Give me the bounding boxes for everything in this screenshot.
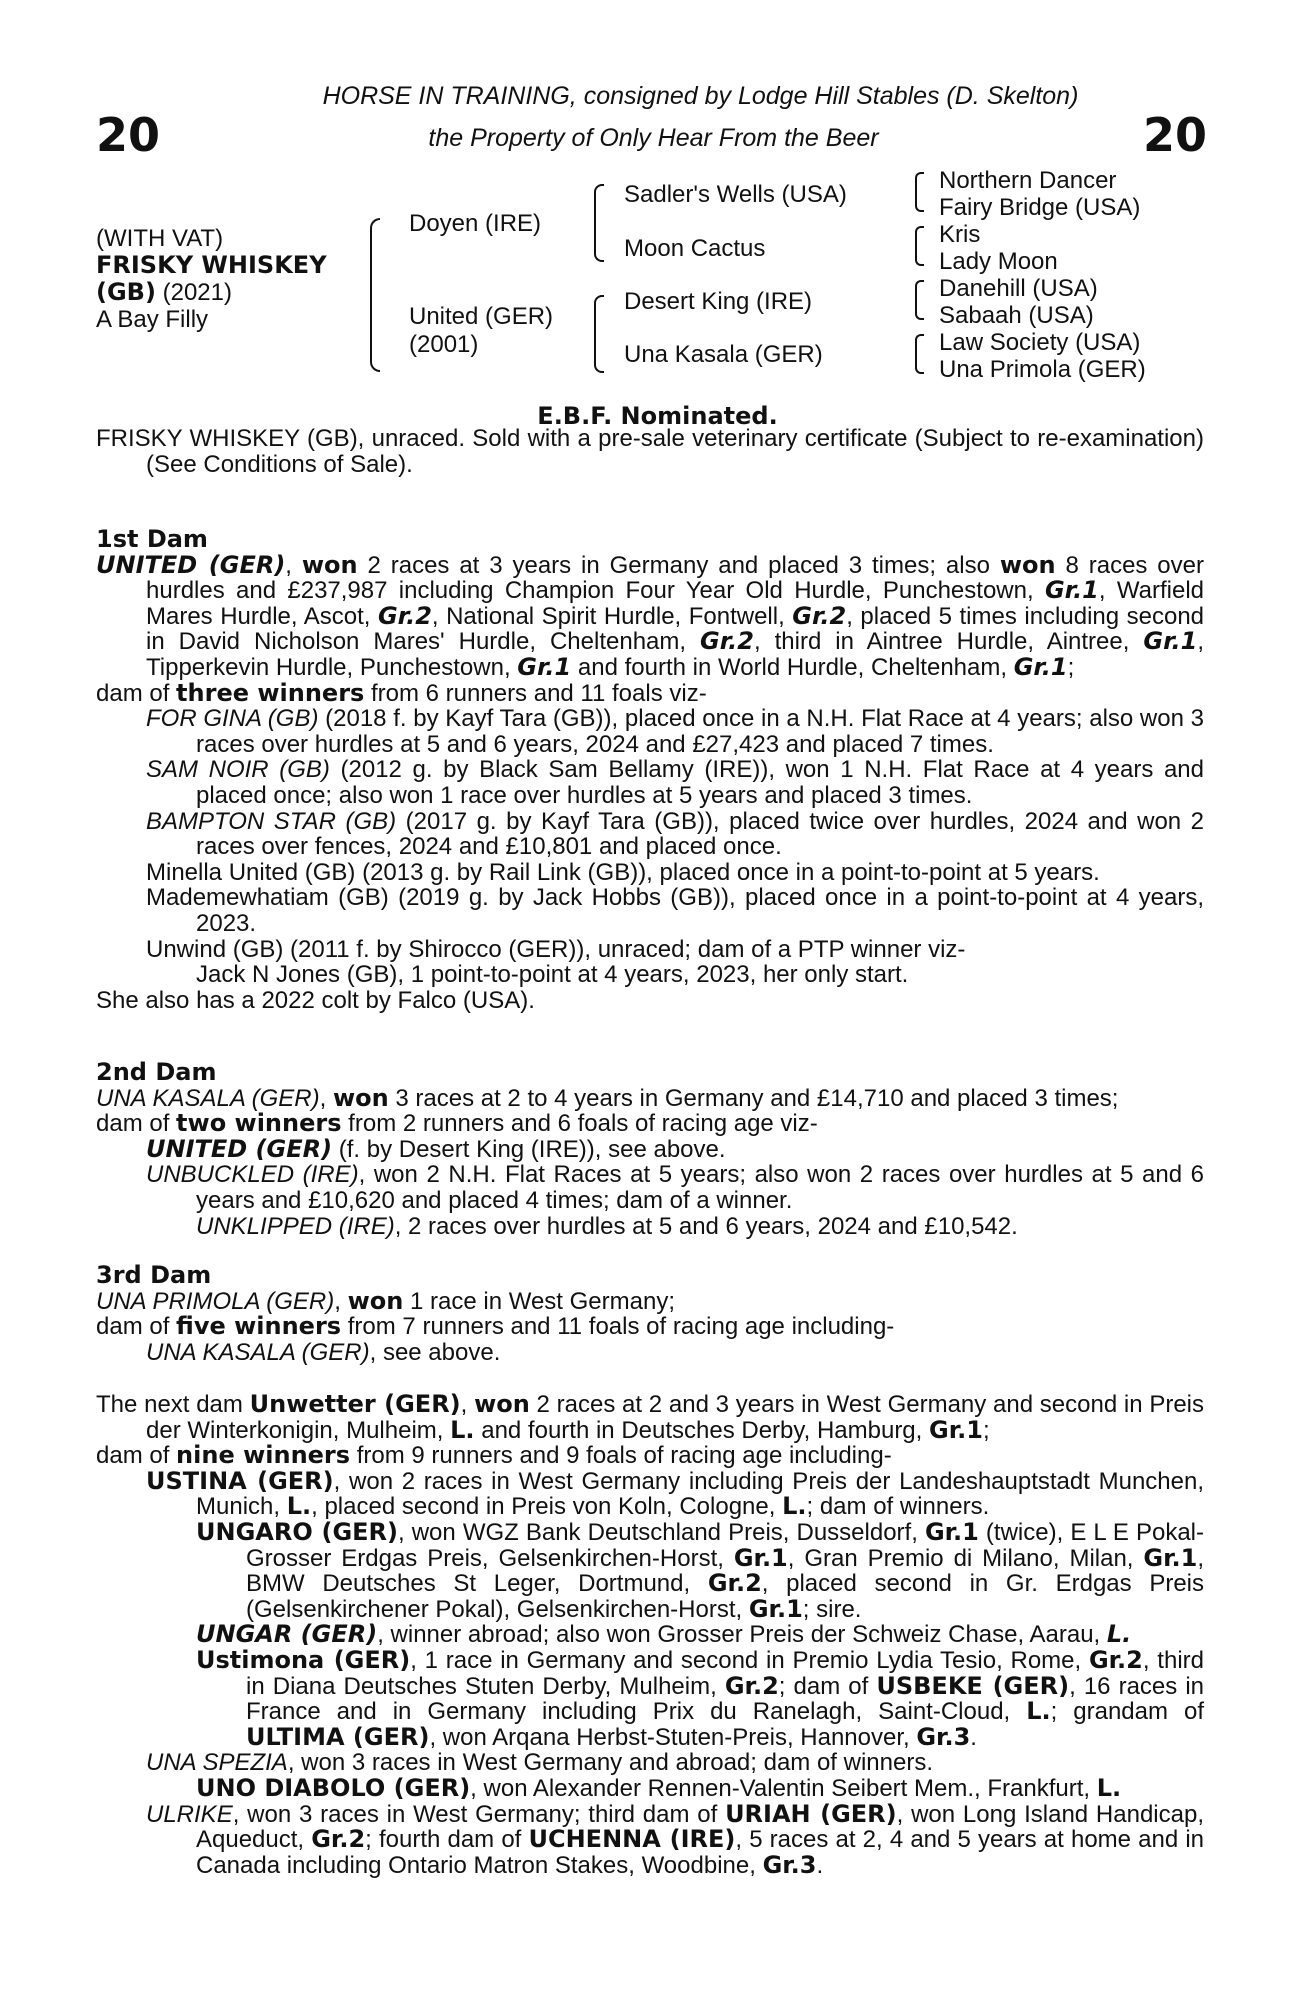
ebf-nominated: E.B.F. Nominated. [537, 402, 778, 430]
produce-mademewhatiam: Mademewhatiam (GB) (2019 g. by Jack Hobbs (GB)), placed once in a point-to-point at 4 years, 2023. [146, 884, 1204, 937]
gen4-8: Una Primola (GER) [939, 356, 1146, 383]
property-line: the Property of Only Hear From the Beer [428, 124, 879, 152]
produce-una-spezia: UNA SPEZIA, won 3 races in West Germany and abroad; dam of winners. [146, 1749, 934, 1777]
intro-paragraph [96, 426, 1204, 477]
first-dam-produce-summary: dam of three winners from 6 runners and 11 foals viz- [96, 678, 707, 707]
next-dam-record: The next dam Unwetter (GER), won 2 races at 2 and 3 years in West Germany and second in Preis der Winterkonigin, Mulheim, L. and fourth in Deutsches Derby, Hamburg, Gr.1; [96, 1390, 1204, 1444]
second-dam-record: UNA KASALA (GER), won 3 races at 2 to 4 years in Germany and £14,710 and placed 3 times; [96, 1083, 1119, 1112]
next-dam-section [96, 1392, 1204, 1878]
gen4-4: Lady Moon [939, 248, 1058, 275]
second-dam-produce-summary: dam of two winners from 2 runners and 6 foals of racing age viz- [96, 1109, 818, 1138]
gen4-5: Danehill (USA) [939, 275, 1098, 302]
second-dam-section [96, 1060, 1204, 1239]
gen4-brace-1 [915, 172, 924, 212]
lot-number-right: 20 [1143, 108, 1208, 162]
gen3-dam-dam: Una Kasala (GER) [624, 341, 823, 368]
produce-sam-noir: SAM NOIR (GB) (2012 g. by Black Sam Bellamy (IRE)), won 1 N.H. Flat Race at 4 years and placed once; also won 1 race over hurdles at 5 years and placed 3 times. [146, 756, 1205, 809]
produce-una-kasala: UNA KASALA (GER), see above. [146, 1338, 501, 1366]
produce-united: UNITED (GER) (f. by Desert King (IRE)), see above. [146, 1134, 726, 1163]
produce-bampton-star: BAMPTON STAR (GB) (2017 g. by Kayf Tara (GB)), placed twice over hurdles, 2024 and won 2 races over fences, 2024 and £10,801 and placed once. [146, 807, 1205, 861]
produce-unwind: Unwind (GB) (2011 f. by Shirocco (GER)), unraced; dam of a PTP winner viz- [146, 935, 966, 963]
gen4-brace-3 [915, 280, 924, 320]
gen4-1: Northern Dancer [939, 167, 1117, 194]
intro-text: FRISKY WHISKEY (GB), unraced. Sold with a pre-sale veterinary certificate (Subject to re-examination) (See Conditions of Sale). [96, 425, 1204, 478]
horse-block [96, 225, 327, 333]
dam-year: (2001) [409, 331, 479, 358]
produce-ulrike: ULRIKE, won 3 races in West Germany; third dam of URIAH (GER), won Long Island Handicap, Aqueduct, Gr.2; fourth dam of UCHENNA (IRE), 5 races at 2, 4 and 5 years at home and in Canada including Ontario Matron Stakes, Woodbine, Gr.3. [146, 1799, 1205, 1879]
gen4-7: Law Society (USA) [939, 329, 1141, 356]
gen4-2: Fairy Bridge (USA) [939, 194, 1141, 221]
produce-ustimona: Ustimona (GER), 1 race in Germany and second in Premio Lydia Tesio, Rome, Gr.2, third in Diana Deutsches Stuten Derby, Mulheim, Gr.2; dam of USBEKE (GER), 16 races in France and in Germany including Prix du Ranelagh, Saint-Cloud, L.; grandam of ULTIMA (GER), won Arqana Herbst-Stuten-Preis, Hannover, Gr.3. [196, 1645, 1205, 1751]
horse-country: (GB) [96, 278, 156, 306]
third-dam-record: UNA PRIMOLA (GER), won 1 race in West Germany; [96, 1286, 675, 1315]
gen4-list [939, 167, 1146, 383]
next-dam-produce-summary: dam of nine winners from 9 runners and 9 foals of racing age including- [96, 1441, 892, 1470]
produce-unklipped: UNKLIPPED (IRE), 2 races over hurdles at 5 and 6 years, 2024 and £10,542. [196, 1212, 1018, 1240]
sire-name: Doyen (IRE) [409, 210, 542, 237]
produce-ungaro: UNGARO (GER), won WGZ Bank Deutschland Preis, Dusseldorf, Gr.1 (twice), E L E Pokal-Grosser Erdgas Preis, Gelsenkirchen-Horst, Gr.1, Gran Premio di Milano, Milan, Gr.1, BMW Deutsches St Leger, Dortmund, Gr.2, placed second in Gr. Erdgas Preis (Gelsenkirchener Pokal), Gelsenkirchen-Horst, Gr.1; sire. [196, 1517, 1204, 1623]
gen4-brace-4 [915, 334, 924, 374]
sire-brace [594, 184, 604, 262]
first-dam-heading: 1st Dam [96, 525, 208, 553]
produce-uno-diabolo: UNO DIABOLO (GER), won Alexander Rennen-Valentin Seibert Mem., Frankfurt, L. [196, 1773, 1122, 1802]
produce-ustina: USTINA (GER), won 2 races in West Germany including Preis der Landeshauptstadt Munchen, Munich, L., placed second in Preis von Koln, Cologne, L.; dam of winners. [146, 1466, 1204, 1521]
dam-brace [594, 295, 604, 373]
gen3-sire-sire: Sadler's Wells (USA) [624, 181, 847, 208]
consignor-line: HORSE IN TRAINING, consigned by Lodge Hill Stables (D. Skelton) [322, 82, 1079, 110]
gen4-6: Sabaah (USA) [939, 302, 1094, 329]
third-dam-section [96, 1263, 1204, 1365]
pedigree-brace [370, 218, 380, 372]
horse-description: A Bay Filly [96, 306, 209, 333]
dam-name: United (GER) [409, 303, 554, 330]
produce-jack-n-jones: Jack N Jones (GB), 1 point-to-point at 4 years, 2023, her only start. [196, 961, 909, 989]
horse-year: (2021) [162, 279, 232, 306]
horse-name: FRISKY WHISKEY [96, 251, 327, 279]
third-dam-heading: 3rd Dam [96, 1261, 212, 1289]
lot-number-left: 20 [96, 108, 161, 162]
first-dam-section [96, 527, 1204, 1013]
gen4-3: Kris [939, 221, 981, 248]
third-dam-produce-summary: dam of five winners from 7 runners and 11 foals of racing age including- [96, 1312, 895, 1341]
gen3-sire-dam: Moon Cactus [624, 235, 766, 262]
second-dam-heading: 2nd Dam [96, 1058, 217, 1086]
produce-minella-united: Minella United (GB) (2013 g. by Rail Link (GB)), placed once in a point-to-point at 5 years. [146, 858, 1100, 886]
vat-label: (WITH VAT) [96, 225, 224, 252]
produce-ungar: UNGAR (GER), winner abroad; also won Grosser Preis der Schweiz Chase, Aarau, L. [196, 1620, 1132, 1649]
gen3-dam-sire: Desert King (IRE) [624, 288, 813, 315]
gen4-brace-2 [915, 226, 924, 266]
produce-for-gina: FOR GINA (GB) (2018 f. by Kayf Tara (GB)), placed once in a N.H. Flat Race at 4 years; also won 3 races over hurdles at 5 and 6 years, 2024 and £27,423 and placed 7 times. [146, 705, 1204, 758]
produce-unbuckled: UNBUCKLED (IRE), won 2 N.H. Flat Races at 5 years; also won 2 races over hurdles at 5 and 6 years and £10,620 and placed 4 times; dam of a winner. [146, 1161, 1204, 1214]
first-dam-colt: She also has a 2022 colt by Falco (USA). [96, 986, 535, 1014]
first-dam-record: UNITED (GER), won 2 races at 3 years in Germany and placed 3 times; also won 8 races over hurdles and £237,987 including Champion Four Year Old Hurdle, Punchestown, Gr.1, Warfield Mares Hurdle, Ascot, Gr.2, National Spirit Hurdle, Fontwell, Gr.2, placed 5 times including second in David Nicholson Mares' Hurdle, Cheltenham, Gr.2, third in Aintree Hurdle, Aintree, Gr.1, Tipperkevin Hurdle, Punchestown, Gr.1 and fourth in World Hurdle, Cheltenham, Gr.1; [96, 550, 1205, 681]
